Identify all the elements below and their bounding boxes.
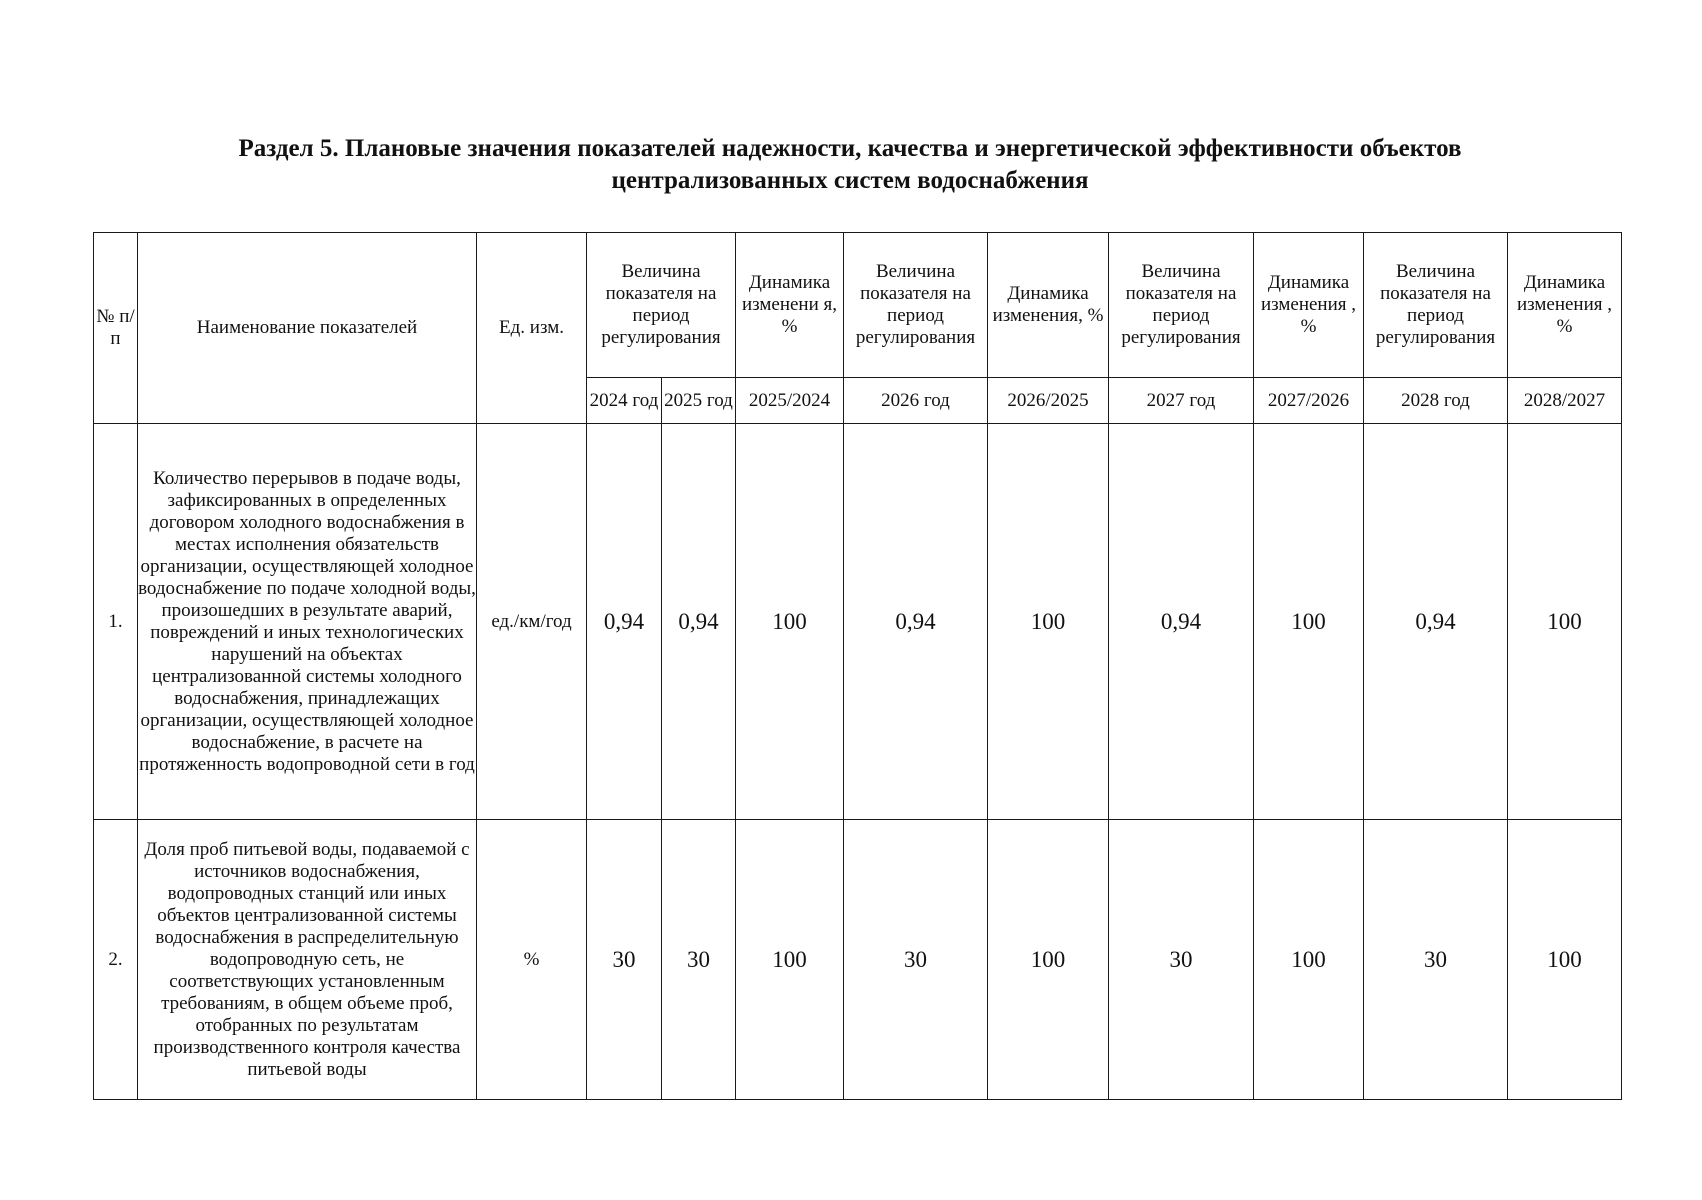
value-2028: 0,94	[1364, 424, 1508, 820]
subheader-2026: 2026 год	[844, 378, 988, 424]
dynamics-2026: 100	[988, 820, 1109, 1100]
dynamics-2025: 100	[736, 820, 844, 1100]
indicator-name: Доля проб питьевой воды, подаваемой с источников водоснабжения, водопроводных станций или иных объектов централизованной системы водоснабжения в распределительную водопроводную сеть, не соответствующих установленным требованиям, в общем объеме проб, отобранных по результатам производственного контроля качества питьевой воды	[138, 820, 477, 1100]
header-dynamics-2028: Динамика изменения , %	[1508, 233, 1622, 378]
title-text: Плановые значения показателей надежности, качества и энергетической эффективности объектов	[338, 135, 1462, 162]
header-period-value-2027: Величина показателя на период регулирования	[1109, 233, 1254, 378]
subheader-2027: 2027 год	[1109, 378, 1254, 424]
value-2027: 30	[1109, 820, 1254, 1100]
subheader-2028-2027: 2028/2027	[1508, 378, 1622, 424]
row-number: 1.	[94, 424, 138, 820]
section-number: Раздел 5.	[238, 135, 339, 162]
dynamics-2027: 100	[1254, 424, 1364, 820]
header-period-value-2028: Величина показателя на период регулирования	[1364, 233, 1508, 378]
header-dynamics-2026: Динамика изменения, %	[988, 233, 1109, 378]
indicator-name: Количество перерывов в подаче воды, зафиксированных в определенных договором холодного водоснабжения в местах исполнения обязательств организации, осуществляющей холодное водоснабжение по подаче холодной воды, произошедших в результате аварий, повреждений и иных технологических нарушений на объектах централизованной системы холодного водоснабжения, принадлежащих организации, осуществляющей холодное водоснабжение, в расчете на протяженность водопроводной сети в год	[138, 424, 477, 820]
header-num: № п/п	[94, 233, 138, 424]
value-2024: 30	[587, 820, 662, 1100]
header-dynamics-2027: Динамика изменения , %	[1254, 233, 1364, 378]
title-line-2: централизованных систем водоснабжения	[611, 167, 1089, 194]
value-2026: 0,94	[844, 424, 988, 820]
subheader-2028: 2028 год	[1364, 378, 1508, 424]
dynamics-2026: 100	[988, 424, 1109, 820]
dynamics-2027: 100	[1254, 820, 1364, 1100]
value-2026: 30	[844, 820, 988, 1100]
subheader-2025: 2025 год	[662, 378, 736, 424]
header-unit: Ед. изм.	[477, 233, 587, 424]
header-period-value-2026: Величина показателя на период регулирования	[844, 233, 988, 378]
table-row	[94, 424, 1622, 820]
header-name: Наименование показателей	[138, 233, 477, 424]
unit-cell: ед./км/год	[477, 424, 587, 820]
value-2025: 0,94	[662, 424, 736, 820]
dynamics-2028: 100	[1508, 424, 1622, 820]
subheader-2027-2026: 2027/2026	[1254, 378, 1364, 424]
indicators-table	[93, 232, 1622, 1100]
title-line-1	[80, 133, 1620, 165]
row-number: 2.	[94, 820, 138, 1100]
dynamics-2028: 100	[1508, 820, 1622, 1100]
subheader-2026-2025: 2026/2025	[988, 378, 1109, 424]
value-2025: 30	[662, 820, 736, 1100]
header-period-value-2024-2025: Величина показателя на период регулирования	[587, 233, 736, 378]
page-title	[80, 133, 1620, 197]
header-dynamics-2025: Динамика изменени я, %	[736, 233, 844, 378]
unit-cell: %	[477, 820, 587, 1100]
subheader-2025-2024: 2025/2024	[736, 378, 844, 424]
dynamics-2025: 100	[736, 424, 844, 820]
value-2024: 0,94	[587, 424, 662, 820]
subheader-2024: 2024 год	[587, 378, 662, 424]
value-2028: 30	[1364, 820, 1508, 1100]
table-row	[94, 820, 1622, 1100]
value-2027: 0,94	[1109, 424, 1254, 820]
